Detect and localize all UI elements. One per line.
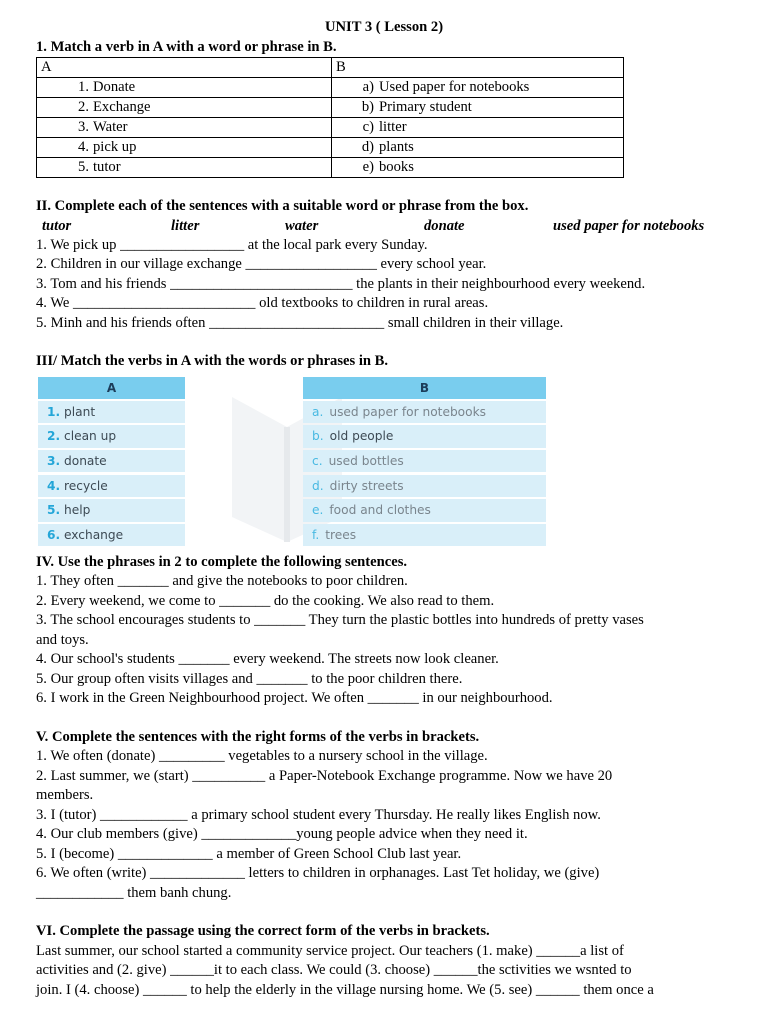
table-row <box>37 158 624 178</box>
table-header-row <box>37 58 624 78</box>
exercise-line: members. <box>36 787 94 803</box>
exercise-line: 1. We pick up _________________ at the local park every Sunday. <box>36 236 428 253</box>
worksheet-page <box>36 18 736 1000</box>
exercise-line: 3. Tom and his friends _________________________ the plants in their neighbourhood every weekend. <box>36 275 646 292</box>
section-6-heading: VI. Complete the passage using the correct form of the verbs in brackets. <box>36 923 490 939</box>
exercise-line: ____________ them banh chung. <box>36 884 232 901</box>
row-letter: b) <box>361 99 374 115</box>
row-letter: e) <box>362 159 374 175</box>
table-row <box>37 98 624 118</box>
list-item: c. used bottles <box>303 450 546 473</box>
box-word: tutor <box>42 217 72 234</box>
phrase-cell: Primary student <box>379 99 472 115</box>
exercise-line: 2. Last summer, we (start) __________ a Paper-Notebook Exchange programme. Now we have 20 <box>36 767 613 784</box>
section-5-heading: V. Complete the sentences with the right forms of the verbs in brackets. <box>36 728 480 745</box>
exercise-line: 4. Our club members (give) _____________young people advice when they need it. <box>36 826 528 842</box>
column-b-header: B <box>303 377 546 399</box>
box-word: donate <box>424 217 465 234</box>
verb-cell: pick up <box>93 139 137 155</box>
list-item: 1. plant <box>38 401 185 424</box>
passage-line: activities and (2. give) ______it to each class. We could (3. choose) ______the sctivities we wsnted to <box>36 962 632 978</box>
list-item: 3. donate <box>38 450 185 473</box>
table-row <box>37 118 624 138</box>
section-2-heading: II. Complete each of the sentences with a suitable word or phrase from the box. <box>36 198 529 214</box>
row-letter: a) <box>362 79 374 95</box>
box-word: litter <box>171 217 200 234</box>
list-item: d. dirty streets <box>303 475 546 498</box>
list-item: a. used paper for notebooks <box>303 401 546 424</box>
row-number: 2. <box>78 99 89 115</box>
exercise-line: 2. Every weekend, we come to _______ do the cooking. We also read to them. <box>36 592 495 609</box>
passage-line: Last summer, our school started a community service project. Our teachers (1. make) ______a list of <box>36 942 624 959</box>
column-a-header: A <box>37 58 332 78</box>
verb-cell: Donate <box>93 79 136 95</box>
list-item: e. food and clothes <box>303 499 546 522</box>
exercise-line: 1. We often (donate) _________ vegetables to a nursery school in the village. <box>36 748 488 764</box>
row-number: 4. <box>78 139 89 155</box>
column-b <box>303 377 546 549</box>
section-3-heading: III/ Match the verbs in A with the words or phrases in B. <box>36 353 389 369</box>
exercise-line: 4. Our school's students _______ every weekend. The streets now look cleaner. <box>36 651 499 667</box>
column-a <box>38 377 185 549</box>
row-number: 5. <box>78 159 89 175</box>
verb-cell: tutor <box>93 159 121 175</box>
exercise-line: 6. I work in the Green Neighbourhood project. We often _______ in our neighbourhood. <box>36 690 553 706</box>
word-box <box>36 217 736 236</box>
section-1-heading: 1. Match a verb in A with a word or phrase in B. <box>36 38 337 55</box>
phrase-cell: plants <box>379 139 414 155</box>
row-letter: d) <box>361 139 374 155</box>
box-word: water <box>285 217 319 234</box>
exercise-line: 4. We _________________________ old textbooks to children in rural areas. <box>36 295 489 311</box>
passage-line: join. I (4. choose) ______ to help the elderly in the village nursing home. We (5. see) ______ them once a <box>36 981 654 998</box>
verb-cell: Water <box>93 119 128 135</box>
table-row <box>37 78 624 98</box>
column-b-header: B <box>332 58 624 78</box>
row-number: 3. <box>78 119 89 135</box>
exercise-line: 3. I (tutor) ____________ a primary school student every Thursday. He really likes English now. <box>36 806 601 823</box>
match-table-1 <box>36 57 624 178</box>
exercise-line: 5. I (become) _____________ a member of Green School Club last year. <box>36 845 462 862</box>
match-table-image <box>36 377 548 551</box>
exercise-line: 1. They often _______ and give the notebooks to poor children. <box>36 573 408 589</box>
table-row <box>37 138 624 158</box>
list-item: 5. help <box>38 499 185 522</box>
exercise-line: 2. Children in our village exchange __________________ every school year. <box>36 256 487 272</box>
exercise-line: 5. Minh and his friends often ________________________ small children in their village. <box>36 314 564 331</box>
exercise-line: 3. The school encourages students to _______ They turn the plastic bottles into hundreds of pretty vases <box>36 612 644 628</box>
exercise-line: 5. Our group often visits villages and _______ to the poor children there. <box>36 670 463 687</box>
box-word: used paper for notebooks <box>553 217 705 234</box>
list-item: f. trees <box>303 524 546 547</box>
section-4-heading: IV. Use the phrases in 2 to complete the following sentences. <box>36 553 408 570</box>
list-item: b. old people <box>303 425 546 448</box>
verb-cell: Exchange <box>93 99 151 115</box>
phrase-cell: litter <box>379 119 407 135</box>
phrase-cell: Used paper for notebooks <box>379 79 530 95</box>
exercise-line: 6. We often (write) _____________ letters to children in orphanages. Last Tet holiday, we (give) <box>36 865 600 881</box>
exercise-line: and toys. <box>36 631 89 648</box>
list-item: 4. recycle <box>38 475 185 498</box>
list-item: 2. clean up <box>38 425 185 448</box>
column-a-header: A <box>38 377 185 399</box>
page-title: UNIT 3 ( Lesson 2) <box>324 19 444 35</box>
row-letter: c) <box>362 119 374 135</box>
phrase-cell: books <box>379 159 414 175</box>
list-item: 6. exchange <box>38 524 185 547</box>
row-number: 1. <box>78 79 89 95</box>
